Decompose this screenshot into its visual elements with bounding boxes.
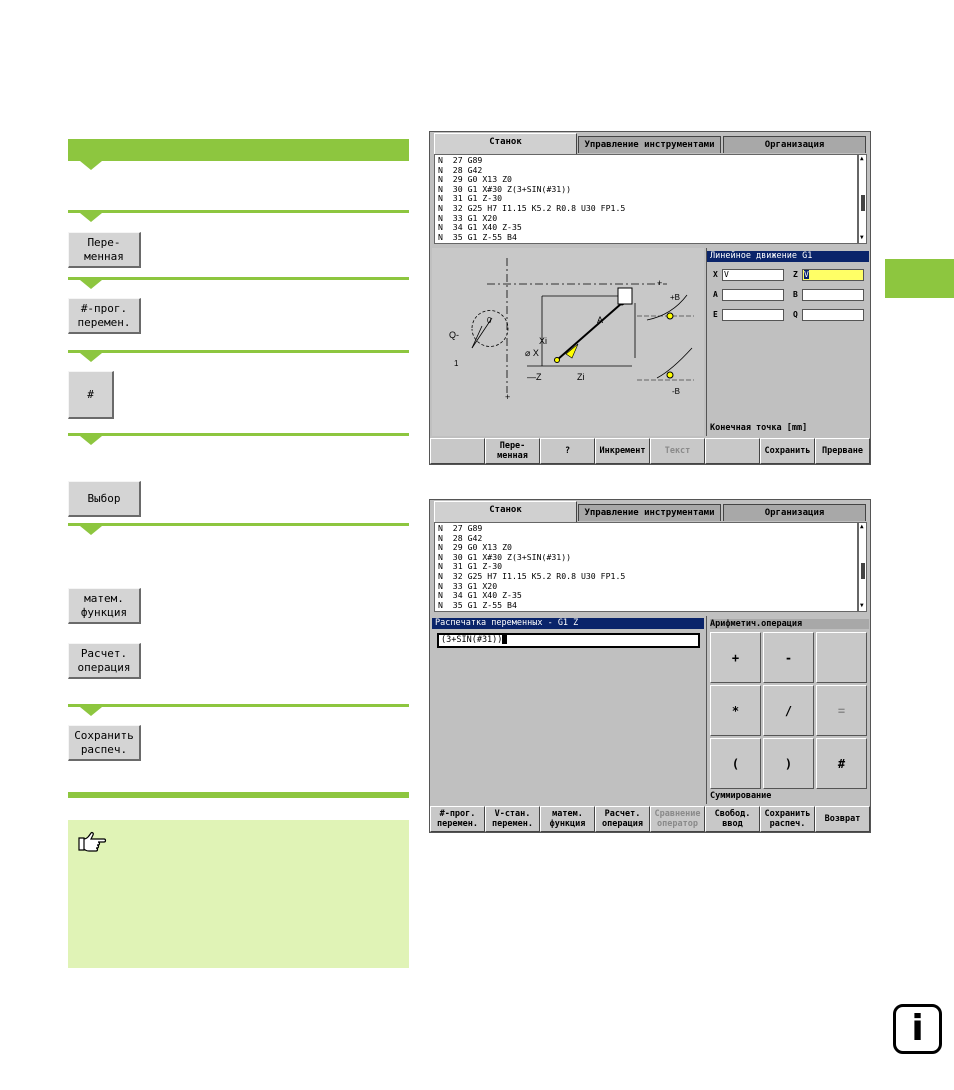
tab-machine[interactable]: Станок xyxy=(434,133,577,154)
status-text: Суммирование xyxy=(710,791,772,801)
softkey-3[interactable]: матем. функция xyxy=(540,806,595,832)
softkey-bar xyxy=(430,806,870,832)
expression-text: (3+SIN(#31)) xyxy=(441,635,503,645)
b-input[interactable] xyxy=(802,289,864,301)
step-divider xyxy=(68,350,409,353)
field-label: A xyxy=(713,290,718,299)
step-arrow xyxy=(80,436,102,445)
text-cursor xyxy=(502,635,507,644)
tab-organization[interactable]: Организация xyxy=(723,136,866,153)
chapter-tab xyxy=(885,259,954,298)
softkey-5[interactable]: Текст xyxy=(650,438,705,464)
tab-machine[interactable]: Станок xyxy=(434,501,577,522)
hash-key[interactable]: # xyxy=(68,371,114,419)
pointing-hand-icon xyxy=(77,830,109,854)
code-line[interactable]: N 31 G1 Z-30 xyxy=(438,193,503,204)
svg-text:—Z: —Z xyxy=(527,372,542,382)
program-scrollbar[interactable]: ▲ ▼ xyxy=(858,154,867,244)
screen-linear-move xyxy=(429,131,871,465)
svg-text:A: A xyxy=(597,315,604,325)
calc-key[interactable]: ) xyxy=(763,738,814,789)
field-label: X xyxy=(713,270,718,279)
code-line[interactable]: N 30 G1 X#30 Z(3+SIN(#31)) xyxy=(438,183,572,194)
calc-key[interactable]: + xyxy=(710,632,761,683)
softkey-7[interactable]: Сохранить распеч. xyxy=(760,806,815,832)
panel-title: Линейное движение G1 xyxy=(707,251,869,262)
softkey-2[interactable]: V-стан. перемен. xyxy=(485,806,540,832)
softkey-8[interactable]: Возврат xyxy=(815,806,870,832)
tab-tool-management[interactable]: Управление инструментами xyxy=(578,504,721,521)
code-line[interactable]: N 33 G1 X20 xyxy=(438,580,498,591)
code-line[interactable]: N 35 G1 Z-55 B4 xyxy=(438,231,517,242)
field-label: Q xyxy=(793,310,798,319)
field-label: E xyxy=(713,310,718,319)
code-line[interactable]: N 35 G1 Z-55 B4 xyxy=(438,599,517,610)
step-divider xyxy=(68,277,409,280)
svg-text:-B: -B xyxy=(672,387,680,396)
field-label: Z xyxy=(793,270,798,279)
expression-input[interactable] xyxy=(437,633,700,648)
x-input[interactable]: V xyxy=(722,269,784,281)
svg-text:1: 1 xyxy=(454,359,459,368)
step-arrow xyxy=(80,213,102,222)
screen-variable-printout xyxy=(429,499,871,833)
status-text: Конечная точка [mm] xyxy=(710,423,808,433)
calc-key[interactable]: / xyxy=(763,685,814,736)
svg-text:0: 0 xyxy=(487,316,492,325)
step-arrow xyxy=(80,353,102,362)
calc-key[interactable]: # xyxy=(816,738,867,789)
softkey-6[interactable] xyxy=(705,438,760,464)
contour-help-graphic xyxy=(432,248,704,436)
a-input[interactable] xyxy=(722,289,784,301)
svg-text:+B: +B xyxy=(670,293,681,302)
tab-tool-management[interactable]: Управление инструментами xyxy=(578,136,721,153)
code-line[interactable]: N 29 G0 X13 Z0 xyxy=(438,174,512,185)
calc-key[interactable]: * xyxy=(710,685,761,736)
step-divider xyxy=(68,704,409,707)
softkey-7[interactable]: Сохранить xyxy=(760,438,815,464)
note-box xyxy=(68,820,409,968)
step-arrow xyxy=(80,161,102,170)
field-label: B xyxy=(793,290,798,299)
svg-text:⌀ X: ⌀ X xyxy=(525,348,539,358)
code-line[interactable]: N 30 G1 X#30 Z(3+SIN(#31)) xyxy=(438,551,572,562)
code-line[interactable]: N 28 G42 xyxy=(438,164,483,175)
section-header-bar xyxy=(68,139,409,161)
softkey-2[interactable]: Пере- менная xyxy=(485,438,540,464)
parameter-panel xyxy=(706,248,870,436)
arithmetic-panel xyxy=(706,616,870,804)
step-divider xyxy=(68,433,409,436)
section-end-bar xyxy=(68,792,409,798)
info-icon: i xyxy=(893,1004,942,1054)
select-softkey[interactable]: Выбор xyxy=(68,481,141,517)
step-arrow xyxy=(80,280,102,289)
code-line[interactable]: N 31 G1 Z-30 xyxy=(438,561,503,572)
math-function-softkey[interactable]: матем. функция xyxy=(68,588,141,624)
save-print-softkey[interactable]: Сохранить распеч. xyxy=(68,725,141,761)
svg-text:+: + xyxy=(505,392,511,402)
softkey-8[interactable]: Прерване xyxy=(815,438,870,464)
program-scrollbar[interactable]: ▲ ▼ xyxy=(858,522,867,612)
code-line[interactable]: N 34 G1 X40 Z-35 xyxy=(438,590,522,601)
mode-tabs xyxy=(430,132,870,154)
softkey-1[interactable]: #-прог. перемен. xyxy=(430,806,485,832)
svg-text:Zi: Zi xyxy=(577,372,585,382)
step-divider xyxy=(68,523,409,526)
mode-tabs xyxy=(430,500,870,522)
softkey-3[interactable]: ? xyxy=(540,438,595,464)
step-arrow xyxy=(80,707,102,716)
step-arrow xyxy=(80,526,102,535)
code-line[interactable]: N 32 G25 H7 I1.15 K5.2 R0.8 U30 FP1.5 xyxy=(438,202,626,213)
svg-text:Xi: Xi xyxy=(539,336,548,346)
calc-operation-softkey[interactable]: Расчет. операция xyxy=(68,643,141,679)
printout-title: Распечатка переменных - G1 Z xyxy=(432,618,704,629)
code-line[interactable]: N 27 G89 xyxy=(438,523,483,533)
e-input[interactable] xyxy=(722,309,784,321)
softkey-6[interactable]: Свобод. ввод xyxy=(705,806,760,832)
code-line[interactable]: N 33 G1 X20 xyxy=(438,212,498,223)
code-line[interactable]: N 34 G1 X40 Z-35 xyxy=(438,222,522,233)
arithmetic-title: Арифметич.операция xyxy=(710,619,869,629)
calc-key[interactable] xyxy=(816,632,867,683)
softkey-4[interactable]: Инкремент xyxy=(595,438,650,464)
softkey-1[interactable] xyxy=(430,438,485,464)
svg-text:Q-: Q- xyxy=(449,330,459,340)
softkey-bar xyxy=(430,438,870,464)
z-input[interactable] xyxy=(802,269,864,281)
calc-key[interactable]: ( xyxy=(710,738,761,789)
calc-key[interactable]: = xyxy=(816,685,867,736)
variable-softkey[interactable]: Пере- менная xyxy=(68,232,141,268)
softkey-4[interactable]: Расчет. операция xyxy=(595,806,650,832)
q-input[interactable] xyxy=(802,309,864,321)
code-line[interactable]: N 28 G42 xyxy=(438,532,483,543)
step-divider xyxy=(68,210,409,213)
z-value: V xyxy=(804,270,809,279)
tab-organization[interactable]: Организация xyxy=(723,504,866,521)
program-variables-softkey[interactable]: #-прог. перемен. xyxy=(68,298,141,334)
nc-program-listing[interactable] xyxy=(434,522,858,612)
nc-program-listing[interactable] xyxy=(434,154,858,244)
calc-key[interactable]: - xyxy=(763,632,814,683)
code-line[interactable]: N 29 G0 X13 Z0 xyxy=(438,542,512,553)
code-line[interactable]: N 32 G25 H7 I1.15 K5.2 R0.8 U30 FP1.5 xyxy=(438,570,626,581)
svg-text:+: + xyxy=(657,278,663,288)
code-line[interactable]: N 27 G89 xyxy=(438,155,483,165)
softkey-5[interactable]: Сравнение оператор xyxy=(650,806,705,832)
